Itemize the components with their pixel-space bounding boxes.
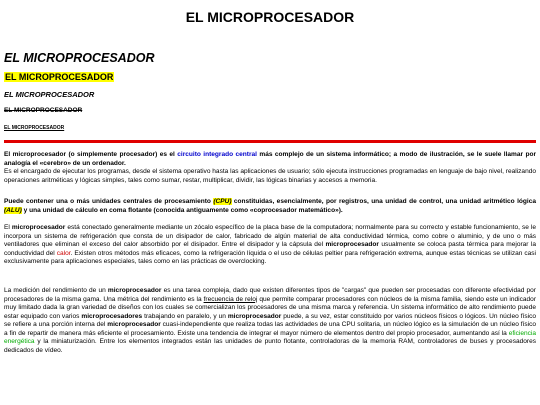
heading-5-underlined: EL MICROPROCESADOR [4, 125, 65, 131]
eficiencia-energetica-text: eficiencia energética [4, 329, 536, 345]
cpu-highlight: (CPU) [213, 198, 232, 205]
paragraph-cpu: Puede contener una o más unidades centrales de procesamiento (CPU) constituidas, esencialmente, por registros, una unidad de control, una unidad aritmético lógica (ALU) y una unidad de cálculo en coma flotante (conocida antiguamente como «coprocesador matemático»). [4, 198, 536, 214]
heading-1: EL MICROPROCESADOR [4, 51, 155, 65]
alu-highlight: (ALU) [4, 206, 22, 214]
paragraph-refrigeracion: El microprocesador está conectado generalmente mediante un zócalo específico de la placa base de la computadora; normalmente para su correcto y estable funcionamiento, se le incorpora un sistema de refrigeración que consta de un disipador de calor, fabricado de algún material de alta conductividad térmica, como cobre o aluminio, y de uno o más ventiladores que eliminan el exceso del calor absorbido por el disipador. Entre el disipador y la cápsula del microprocesador usualmente se coloca pasta térmica para mejorar la conductividad del calor. Existen otros métodos más eficaces, como la refrigeración líquida o el uso de células peltier para refrigeración extrema, aunque estas técnicas se utilizan casi exclusivamente para aplicaciones especiales, tales como en las prácticas de overclocking. [4, 224, 537, 265]
heading-4-strikethrough: EL MICROPROCESADOR [4, 107, 83, 114]
red-divider [4, 140, 536, 143]
link-circuito-integrado[interactable]: circuito integrado central [177, 151, 257, 158]
paragraph-intro: El microprocesador (o simplemente procesador) es el circuito integrado central más complejo de un sistema informático; a modo de ilustración, se le suele llamar por analogía el «cerebro» de un ordenador. Es el encargado de ejecutar los programas, desde el sistema operativo hasta las aplicaciones de usuario; sólo ejecuta instrucciones programadas en lenguaje de bajo nivel, realizando operaciones aritméticas y lógicas simples, tales como sumar, restar, multiplicar, dividir, las lógicas binarias y accesos a memoria. [4, 151, 536, 184]
page-title: EL MICROPROCESADOR [185, 9, 355, 25]
link-frecuencia-reloj[interactable]: frecuencia de reloj [203, 295, 258, 303]
paragraph-rendimiento: La medición del rendimiento de un microprocesador es una tarea compleja, dado que existen diferentes tipos de "cargas" que pueden ser procesadas con diferente efectividad por procesadores de la misma gama. Una métrica del rendimiento es la frecuencia de reloj que permite comparar procesadores con núcleos de la misma familia, siendo este un indicador muy limitado dada la gran variedad de diseños con los cuales se comercializan los procesadores de una misma marca y referencia. Un sistema informático de alto rendimiento puede estar equipado con varios microprocesadores trabajando en paralelo, y un microprocesador puede, a su vez, estar constituido por varios núcleos físicos o lógicos. Un núcleo físico se refiere a una porción interna del microprocesador cuasi-independiente que realiza todas las actividades de una CPU solitaria, un núcleo lógico es la simulación de un núcleo físico a fin de repartir de manera más eficiente el procesamiento. Existe una tendencia de integrar el mayor número de elementos dentro del propio procesador, aumentando así la eficiencia energética y la miniaturización. Entre los elementos integrados están las unidades de punto flotante, controladoras de la memoria RAM, controladores de buses y procesadores dedicados de vídeo. [4, 287, 536, 354]
heading-2-highlighted: EL MICROPROCESADOR [5, 72, 114, 82]
calor-text: calor [56, 249, 71, 257]
heading-3: EL MICROPROCESADOR [4, 90, 95, 99]
